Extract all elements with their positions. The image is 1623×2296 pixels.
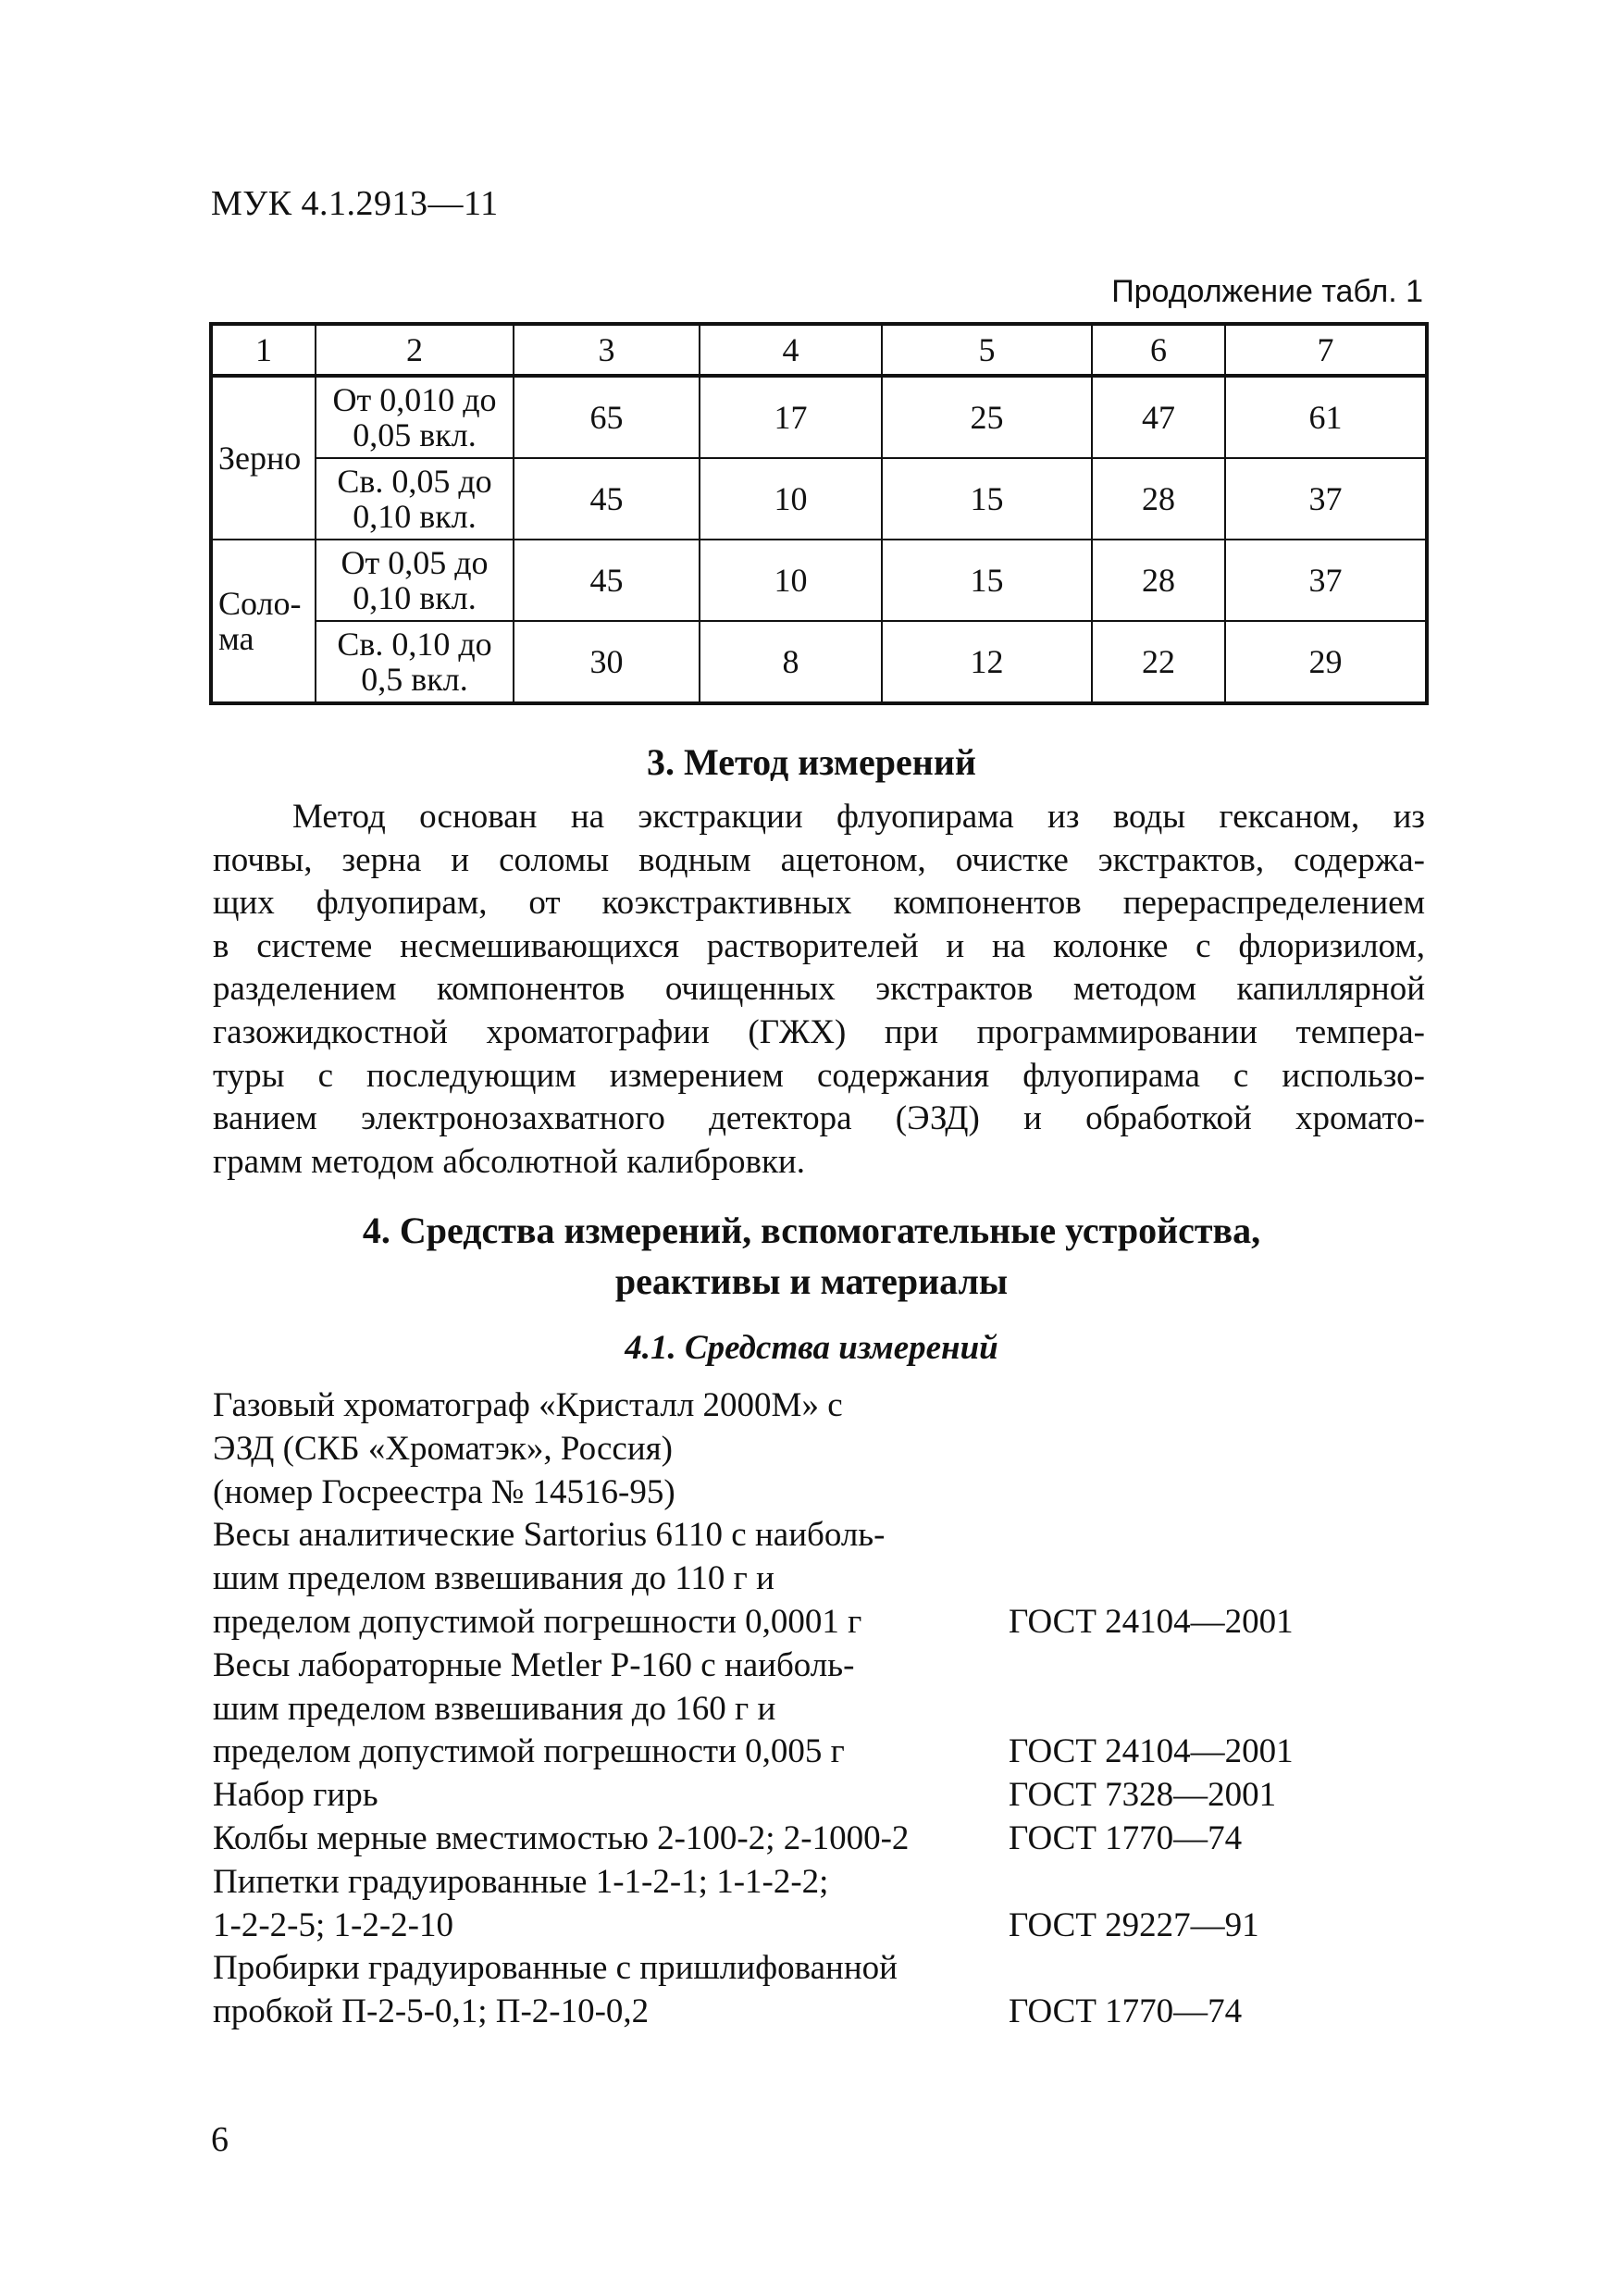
value-cell: 65 — [514, 376, 700, 458]
equipment-item — [213, 1774, 1425, 1818]
value-cell: 28 — [1092, 458, 1225, 540]
value-cell: 61 — [1225, 376, 1427, 458]
value-cell: 45 — [514, 458, 700, 540]
value-cell: 15 — [882, 458, 1092, 540]
column-header: 7 — [1225, 324, 1427, 376]
value-cell: 17 — [700, 376, 882, 458]
residue-table — [209, 322, 1429, 705]
value-cell: 8 — [700, 621, 882, 703]
equipment-standard: ГОСТ 29227—91 — [1009, 1905, 1259, 1944]
crop-cell: Зерно — [211, 376, 316, 540]
equipment-text-line: Весы аналитические Sartorius 6110 с наиболь- — [213, 1516, 886, 1555]
column-header: 5 — [882, 324, 1092, 376]
table-row — [211, 621, 1427, 703]
document-code-header: МУК 4.1.2913—11 — [211, 184, 499, 223]
equipment-text-line: (номер Госреестра № 14516-95) — [213, 1472, 675, 1511]
value-cell: 15 — [882, 540, 1092, 621]
value-cell: 10 — [700, 458, 882, 540]
range-line: 0,05 вкл. — [353, 416, 477, 453]
equipment-text-line: пробкой П-2-5-0,1; П-2-10-0,2 — [213, 1992, 650, 2031]
value-cell: 45 — [514, 540, 700, 621]
equipment-text-line: шим пределом взвешивания до 110 г и — [213, 1559, 774, 1598]
column-header: 1 — [211, 324, 316, 376]
range-cell — [316, 376, 514, 458]
range-line: От 0,05 до — [341, 544, 489, 581]
equipment-item — [213, 1644, 1425, 1774]
equipment-text-line: Набор гирь — [213, 1776, 378, 1815]
equipment-text-line: пределом допустимой погрешности 0,0001 г — [213, 1602, 862, 1641]
paragraph-line: щих флуопирам, от коэкстрактивных компонентов перераспределением — [213, 884, 1425, 923]
range-line: 0,10 вкл. — [353, 498, 477, 535]
equipment-item — [213, 1818, 1425, 1861]
crop-cell — [211, 540, 316, 703]
equipment-standard: ГОСТ 1770—74 — [1009, 1818, 1243, 1857]
value-cell: 47 — [1092, 376, 1225, 458]
subsection-4-1-title: 4.1. Средства измерений — [625, 1329, 998, 1367]
paragraph-line: ванием электронозахватного детектора (ЭЗД) и обработкой хромато- — [213, 1099, 1425, 1138]
equipment-standard: ГОСТ 7328—2001 — [1009, 1776, 1277, 1815]
paragraph-line: грамм методом абсолютной калибровки. — [213, 1142, 805, 1181]
range-line: 0,10 вкл. — [353, 579, 477, 616]
equipment-text-line: ЭЗД (СКБ «Хроматэк», Россия) — [213, 1429, 673, 1468]
equipment-text-line: 1-2-2-5; 1-2-2-10 — [213, 1905, 453, 1944]
paragraph-line: в системе несмешивающихся растворителей и на колонке с флоризилом, — [213, 926, 1425, 965]
equipment-text-line: Газовый хроматограф «Кристалл 2000М» с — [213, 1386, 843, 1424]
paragraph-line: Метод основан на экстракции флуопирама из воды гексаном, из — [292, 798, 1425, 836]
paragraph-line: газожидкостной хроматографии (ГЖХ) при программировании темпера- — [213, 1012, 1425, 1051]
table-row — [211, 376, 1427, 458]
paragraph-line: разделением компонентов очищенных экстрактов методом капиллярной — [213, 970, 1425, 1009]
equipment-list — [213, 1384, 1425, 2034]
section-3-paragraph — [213, 796, 1425, 1184]
table-caption: Продолжение табл. 1 — [1111, 274, 1423, 309]
value-cell: 37 — [1225, 540, 1427, 621]
table-row — [211, 540, 1427, 621]
equipment-text-line: Пипетки градуированные 1-1-2-1; 1-1-2-2; — [213, 1862, 829, 1901]
paragraph-line: туры с последующим измерением содержания флуопирама с использо- — [213, 1056, 1425, 1095]
equipment-standard: ГОСТ 1770—74 — [1009, 1992, 1243, 2031]
value-cell: 12 — [882, 621, 1092, 703]
value-cell: 10 — [700, 540, 882, 621]
value-cell: 30 — [514, 621, 700, 703]
equipment-standard: ГОСТ 24104—2001 — [1009, 1732, 1294, 1771]
section-4-title-line: 4. Средства измерений, вспомогательные устройства, — [362, 1210, 1261, 1251]
table-header-row — [211, 324, 1427, 376]
equipment-text-line: Весы лабораторные Metler P-160 с наиболь- — [213, 1645, 855, 1684]
column-header: 6 — [1092, 324, 1225, 376]
value-cell: 29 — [1225, 621, 1427, 703]
page-number: 6 — [211, 2120, 229, 2159]
value-cell: 25 — [882, 376, 1092, 458]
crop-line: ма — [218, 620, 254, 657]
column-header: 3 — [514, 324, 700, 376]
range-line: От 0,010 до — [332, 381, 497, 418]
section-4-title — [0, 1205, 1623, 1307]
range-cell — [316, 458, 514, 540]
equipment-item — [213, 1384, 1425, 1514]
range-line: Св. 0,05 до — [337, 463, 492, 500]
crop-line: Соло- — [218, 585, 302, 622]
equipment-item — [213, 1514, 1425, 1644]
value-cell: 22 — [1092, 621, 1225, 703]
column-header: 2 — [316, 324, 514, 376]
equipment-text-line: пределом допустимой погрешности 0,005 г — [213, 1732, 845, 1771]
equipment-standard: ГОСТ 24104—2001 — [1009, 1602, 1294, 1641]
table-row — [211, 458, 1427, 540]
equipment-item — [213, 1861, 1425, 1948]
paragraph-line: почвы, зерна и соломы водным ацетоном, очистке экстрактов, содержа- — [213, 840, 1425, 879]
equipment-item — [213, 1947, 1425, 2034]
value-cell: 28 — [1092, 540, 1225, 621]
column-header: 4 — [700, 324, 882, 376]
value-cell: 37 — [1225, 458, 1427, 540]
section-4-title-line: реактивы и материалы — [614, 1260, 1009, 1302]
section-3-title: 3. Метод измерений — [647, 741, 976, 783]
range-line: 0,5 вкл. — [361, 661, 468, 698]
equipment-text-line: Колбы мерные вместимостью 2-100-2; 2-1000-2 — [213, 1818, 910, 1857]
range-line: Св. 0,10 до — [337, 626, 492, 663]
equipment-text-line: шим пределом взвешивания до 160 г и — [213, 1689, 776, 1728]
range-cell — [316, 621, 514, 703]
range-cell — [316, 540, 514, 621]
equipment-text-line: Пробирки градуированные с пришлифованной — [213, 1949, 898, 1988]
